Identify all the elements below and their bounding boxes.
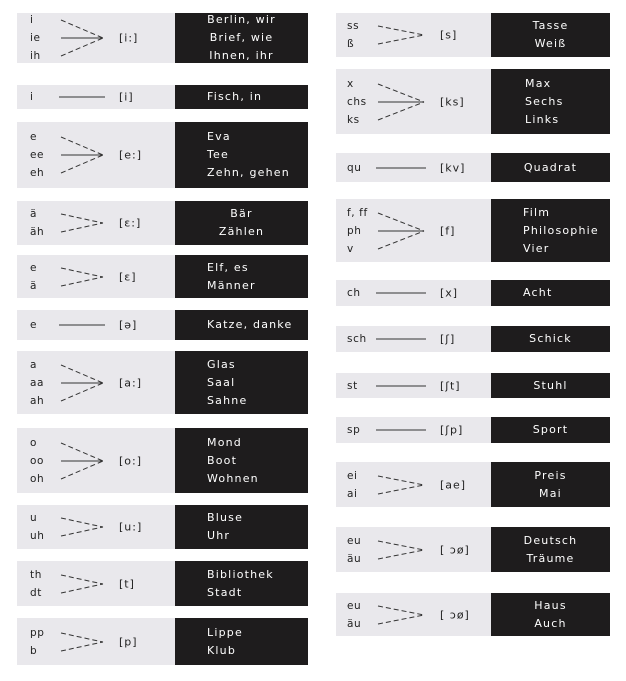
arrow-connector xyxy=(376,473,426,497)
phonetic-symbol: [f] xyxy=(440,224,456,237)
spelling-list xyxy=(30,505,45,549)
example-words-panel xyxy=(491,153,610,182)
spelling-panel xyxy=(336,280,491,306)
arrow-connector xyxy=(376,167,426,169)
spelling-panel xyxy=(17,561,175,606)
example-word: Brief, wie xyxy=(209,31,274,44)
arrow-connector xyxy=(59,211,105,235)
example-words-panel xyxy=(175,618,308,665)
pronunciation-row xyxy=(336,593,610,636)
example-words-panel xyxy=(175,310,308,340)
phonetic-symbol: [ʃt] xyxy=(440,379,461,392)
phonetic-symbol: [ɛ:] xyxy=(119,216,142,230)
example-words-panel xyxy=(491,373,610,398)
arrow-connector xyxy=(376,538,426,562)
example-word: Deutsch xyxy=(523,533,578,547)
spelling-variant: f, ff xyxy=(347,206,368,219)
pronunciation-row xyxy=(17,618,308,665)
pronunciation-row xyxy=(336,280,610,306)
example-word: Glas xyxy=(207,357,236,371)
spelling-list xyxy=(347,373,358,398)
spelling-panel xyxy=(17,310,175,340)
spelling-panel xyxy=(17,618,175,665)
spelling-variant: dt xyxy=(30,586,42,599)
line-connector-icon xyxy=(376,167,426,169)
spelling-panel xyxy=(336,199,491,262)
spelling-variant: ß xyxy=(347,38,355,50)
spelling-variant: e xyxy=(30,319,38,331)
example-word: Stadt xyxy=(207,585,243,599)
line-connector-icon xyxy=(59,96,105,98)
dashed-arrow-icon xyxy=(376,211,426,251)
dashed-arrow-icon xyxy=(376,473,426,497)
example-words-panel xyxy=(491,462,610,507)
example-word: Philosophie xyxy=(523,223,599,237)
pronunciation-row xyxy=(336,13,610,57)
arrow-connector xyxy=(376,82,426,122)
example-word: Vier xyxy=(523,241,550,255)
spelling-variant: ch xyxy=(347,287,361,299)
arrow-connector xyxy=(59,572,105,596)
example-word: Ihnen, ihr xyxy=(209,49,274,62)
phonetic-symbol: [ʃp] xyxy=(440,423,464,437)
spelling-variant: oo xyxy=(30,454,45,467)
example-words-panel xyxy=(175,122,308,188)
example-word: Weiß xyxy=(534,37,567,50)
spelling-list xyxy=(30,561,42,606)
spelling-panel xyxy=(336,326,491,352)
phonetic-symbol: [ ɔø] xyxy=(440,608,470,621)
spelling-list xyxy=(30,255,37,298)
spelling-variant: eu xyxy=(347,599,362,612)
spelling-variant: oh xyxy=(30,472,45,485)
arrow-connector xyxy=(59,18,105,58)
dashed-arrow-icon xyxy=(376,538,426,562)
arrow-connector xyxy=(59,363,105,403)
example-word: Schick xyxy=(529,332,572,345)
dashed-arrow-icon xyxy=(59,211,105,235)
example-word: Zählen xyxy=(218,225,265,238)
spelling-variant: äh xyxy=(30,226,45,238)
example-word: Mai xyxy=(539,486,562,500)
phonetic-symbol: [t] xyxy=(119,577,135,590)
arrow-connector xyxy=(59,265,105,289)
arrow-connector xyxy=(376,385,426,387)
pronunciation-row xyxy=(336,462,610,507)
example-word: Bluse xyxy=(207,511,244,524)
spelling-list xyxy=(347,462,358,507)
line-connector-icon xyxy=(59,324,105,326)
example-word: Träume xyxy=(526,551,575,565)
arrow-connector xyxy=(59,441,105,481)
example-words-panel xyxy=(175,13,308,63)
line-connector-icon xyxy=(376,429,426,431)
phonetic-symbol: [ks] xyxy=(440,95,465,108)
spelling-panel xyxy=(336,13,491,57)
spelling-panel xyxy=(336,462,491,507)
phonetic-symbol: [s] xyxy=(440,28,458,42)
dashed-arrow-icon xyxy=(59,135,105,175)
example-word: Auch xyxy=(534,616,567,630)
example-words-panel xyxy=(491,326,610,352)
phonetic-symbol: [x] xyxy=(440,286,459,300)
dashed-arrow-icon xyxy=(59,441,105,481)
spelling-panel xyxy=(336,593,491,636)
spelling-list xyxy=(30,201,44,245)
spelling-variant: v xyxy=(347,242,354,255)
arrow-connector xyxy=(59,135,105,175)
spelling-list xyxy=(30,428,44,493)
spelling-variant: aa xyxy=(30,376,45,389)
spelling-list xyxy=(30,85,34,109)
spelling-variant: ai xyxy=(347,487,358,500)
example-word: Tasse xyxy=(532,19,569,32)
spelling-panel xyxy=(17,85,175,109)
spelling-variant: b xyxy=(30,644,38,657)
example-word: Acht xyxy=(523,286,553,299)
phonetic-symbol: [a:] xyxy=(119,376,143,389)
spelling-variant: pp xyxy=(30,626,45,639)
example-word: Katze, danke xyxy=(207,318,293,331)
spelling-list xyxy=(347,280,361,306)
spelling-variant: sch xyxy=(347,333,367,345)
example-word: Bär xyxy=(230,207,253,220)
example-word: Tee xyxy=(207,148,229,161)
spelling-panel xyxy=(17,122,175,188)
example-word: Sport xyxy=(532,423,569,436)
pronunciation-row xyxy=(17,255,308,298)
phonetic-symbol: [i] xyxy=(119,90,134,104)
spelling-variant: äu xyxy=(347,552,362,565)
example-words-panel xyxy=(175,561,308,606)
pronunciation-row xyxy=(336,199,610,262)
arrow-connector xyxy=(59,630,105,654)
example-words-panel xyxy=(491,13,610,57)
spelling-variant: ph xyxy=(347,224,362,237)
spelling-variant: x xyxy=(347,77,354,90)
spelling-panel xyxy=(336,527,491,572)
spelling-list xyxy=(347,199,368,262)
spelling-panel xyxy=(17,351,175,414)
spelling-variant: ss xyxy=(347,20,360,32)
phonetic-symbol: [ɛ] xyxy=(119,270,137,283)
spelling-list xyxy=(30,618,45,665)
spelling-variant: qu xyxy=(347,161,362,174)
pronunciation-row xyxy=(17,122,308,188)
example-words-panel xyxy=(491,527,610,572)
spelling-panel xyxy=(336,417,491,443)
dashed-arrow-icon xyxy=(59,18,105,58)
example-word: Sahne xyxy=(207,393,248,407)
example-word: Boot xyxy=(207,453,238,467)
dashed-arrow-icon xyxy=(59,572,105,596)
spelling-variant: äu xyxy=(347,617,362,630)
example-word: Wohnen xyxy=(207,471,259,485)
spelling-panel xyxy=(17,505,175,549)
pronunciation-row xyxy=(336,326,610,352)
example-words-panel xyxy=(175,255,308,298)
spelling-variant: e xyxy=(30,131,38,143)
dashed-arrow-icon xyxy=(59,265,105,289)
spelling-variant: i xyxy=(30,91,34,103)
spelling-variant: th xyxy=(30,568,42,581)
spelling-panel xyxy=(336,153,491,182)
spelling-variant: st xyxy=(347,379,358,392)
pronunciation-row xyxy=(17,13,308,63)
phonetic-symbol: [o:] xyxy=(119,454,143,467)
example-word: Film xyxy=(523,205,551,219)
pronunciation-row xyxy=(336,373,610,398)
pronunciation-row xyxy=(17,201,308,245)
example-word: Eva xyxy=(207,130,231,143)
spelling-panel xyxy=(17,255,175,298)
example-word: Sechs xyxy=(525,94,564,108)
example-word: Berlin, wir xyxy=(207,13,276,26)
example-words-panel xyxy=(175,201,308,245)
phonetic-symbol: [ ɔø] xyxy=(440,543,470,556)
spelling-variant: ei xyxy=(347,469,358,482)
spelling-variant: ä xyxy=(30,279,38,292)
line-connector-icon xyxy=(376,292,426,294)
example-word: Lippe xyxy=(207,625,243,639)
spelling-variant: sp xyxy=(347,424,361,436)
line-connector-icon xyxy=(376,338,426,340)
example-words-panel xyxy=(491,417,610,443)
arrow-connector xyxy=(376,292,426,294)
example-word: Links xyxy=(525,112,560,126)
spelling-list xyxy=(347,326,367,352)
example-word: Mond xyxy=(207,435,242,449)
example-word: Uhr xyxy=(207,529,231,542)
example-word: Männer xyxy=(207,278,256,292)
example-word: Elf, es xyxy=(207,260,249,274)
dashed-arrow-icon xyxy=(376,23,426,47)
pronunciation-row xyxy=(336,153,610,182)
spelling-list xyxy=(347,527,361,572)
pronunciation-row xyxy=(336,417,610,443)
phonetic-symbol: [ʃ] xyxy=(440,332,456,346)
pronunciation-row xyxy=(336,527,610,572)
pronunciation-row xyxy=(336,69,610,134)
example-word: Fisch, in xyxy=(207,90,263,103)
spelling-variant: ks xyxy=(347,113,360,126)
arrow-connector xyxy=(59,96,105,98)
example-word: Saal xyxy=(207,375,236,389)
spelling-panel xyxy=(17,13,175,63)
pronunciation-row xyxy=(17,310,308,340)
phonetic-symbol: [p] xyxy=(119,635,138,648)
arrow-connector xyxy=(376,429,426,431)
spelling-list xyxy=(347,153,362,182)
spelling-list xyxy=(30,122,44,188)
example-word: Preis xyxy=(534,468,567,482)
example-words-panel xyxy=(175,85,308,109)
dashed-arrow-icon xyxy=(59,363,105,403)
pronunciation-row xyxy=(17,505,308,549)
dashed-arrow-icon xyxy=(376,603,426,627)
spelling-variant: i xyxy=(30,14,34,26)
spelling-list xyxy=(347,417,360,443)
phonetic-symbol: [u:] xyxy=(119,520,143,534)
spelling-list xyxy=(347,593,361,636)
line-connector-icon xyxy=(376,385,426,387)
phonetic-symbol: [i:] xyxy=(119,31,139,45)
spelling-list xyxy=(347,69,367,134)
spelling-variant: u xyxy=(30,512,38,524)
arrow-connector xyxy=(376,338,426,340)
example-words-panel xyxy=(491,199,610,262)
spelling-variant: e xyxy=(30,261,38,274)
dashed-arrow-icon xyxy=(59,515,105,539)
pronunciation-row xyxy=(17,428,308,493)
example-word: Quadrat xyxy=(523,160,578,174)
spelling-variant: ee xyxy=(30,149,45,161)
example-words-panel xyxy=(491,593,610,636)
arrow-connector xyxy=(376,603,426,627)
spelling-panel xyxy=(17,428,175,493)
arrow-connector xyxy=(59,515,105,539)
example-word: Max xyxy=(525,76,552,90)
example-word: Haus xyxy=(534,598,567,612)
pronunciation-row xyxy=(17,561,308,606)
spelling-variant: ä xyxy=(30,208,38,220)
spelling-variant: ie xyxy=(30,32,41,44)
phonetic-symbol: [ae] xyxy=(440,478,467,491)
dashed-arrow-icon xyxy=(59,630,105,654)
spelling-variant: chs xyxy=(347,95,367,108)
example-words-panel xyxy=(175,505,308,549)
pronunciation-row xyxy=(17,351,308,414)
spelling-list xyxy=(30,13,41,63)
phonetic-symbol: [e:] xyxy=(119,148,143,162)
pronunciation-row xyxy=(17,85,308,109)
phonetic-symbol: [ǝ] xyxy=(119,318,138,332)
arrow-connector xyxy=(59,324,105,326)
phonetic-symbol: [kv] xyxy=(440,161,466,174)
spelling-panel xyxy=(336,69,491,134)
spelling-variant: eh xyxy=(30,167,45,179)
spelling-list xyxy=(30,351,44,414)
example-word: Bibliothek xyxy=(207,567,274,581)
spelling-list xyxy=(30,310,37,340)
spelling-variant: uh xyxy=(30,530,45,542)
example-word: Stuhl xyxy=(533,378,568,392)
example-word: Klub xyxy=(207,643,237,657)
spelling-panel xyxy=(17,201,175,245)
example-word: Zehn, gehen xyxy=(207,166,290,179)
arrow-connector xyxy=(376,23,426,47)
example-words-panel xyxy=(175,428,308,493)
example-words-panel xyxy=(491,280,610,306)
spelling-variant: ih xyxy=(30,50,41,62)
arrow-connector xyxy=(376,211,426,251)
spelling-variant: ah xyxy=(30,394,45,407)
spelling-variant: eu xyxy=(347,534,362,547)
spelling-list xyxy=(347,13,359,57)
spelling-variant: o xyxy=(30,436,38,449)
spelling-panel xyxy=(336,373,491,398)
example-words-panel xyxy=(491,69,610,134)
dashed-arrow-icon xyxy=(376,82,426,122)
example-words-panel xyxy=(175,351,308,414)
spelling-variant: a xyxy=(30,358,38,371)
